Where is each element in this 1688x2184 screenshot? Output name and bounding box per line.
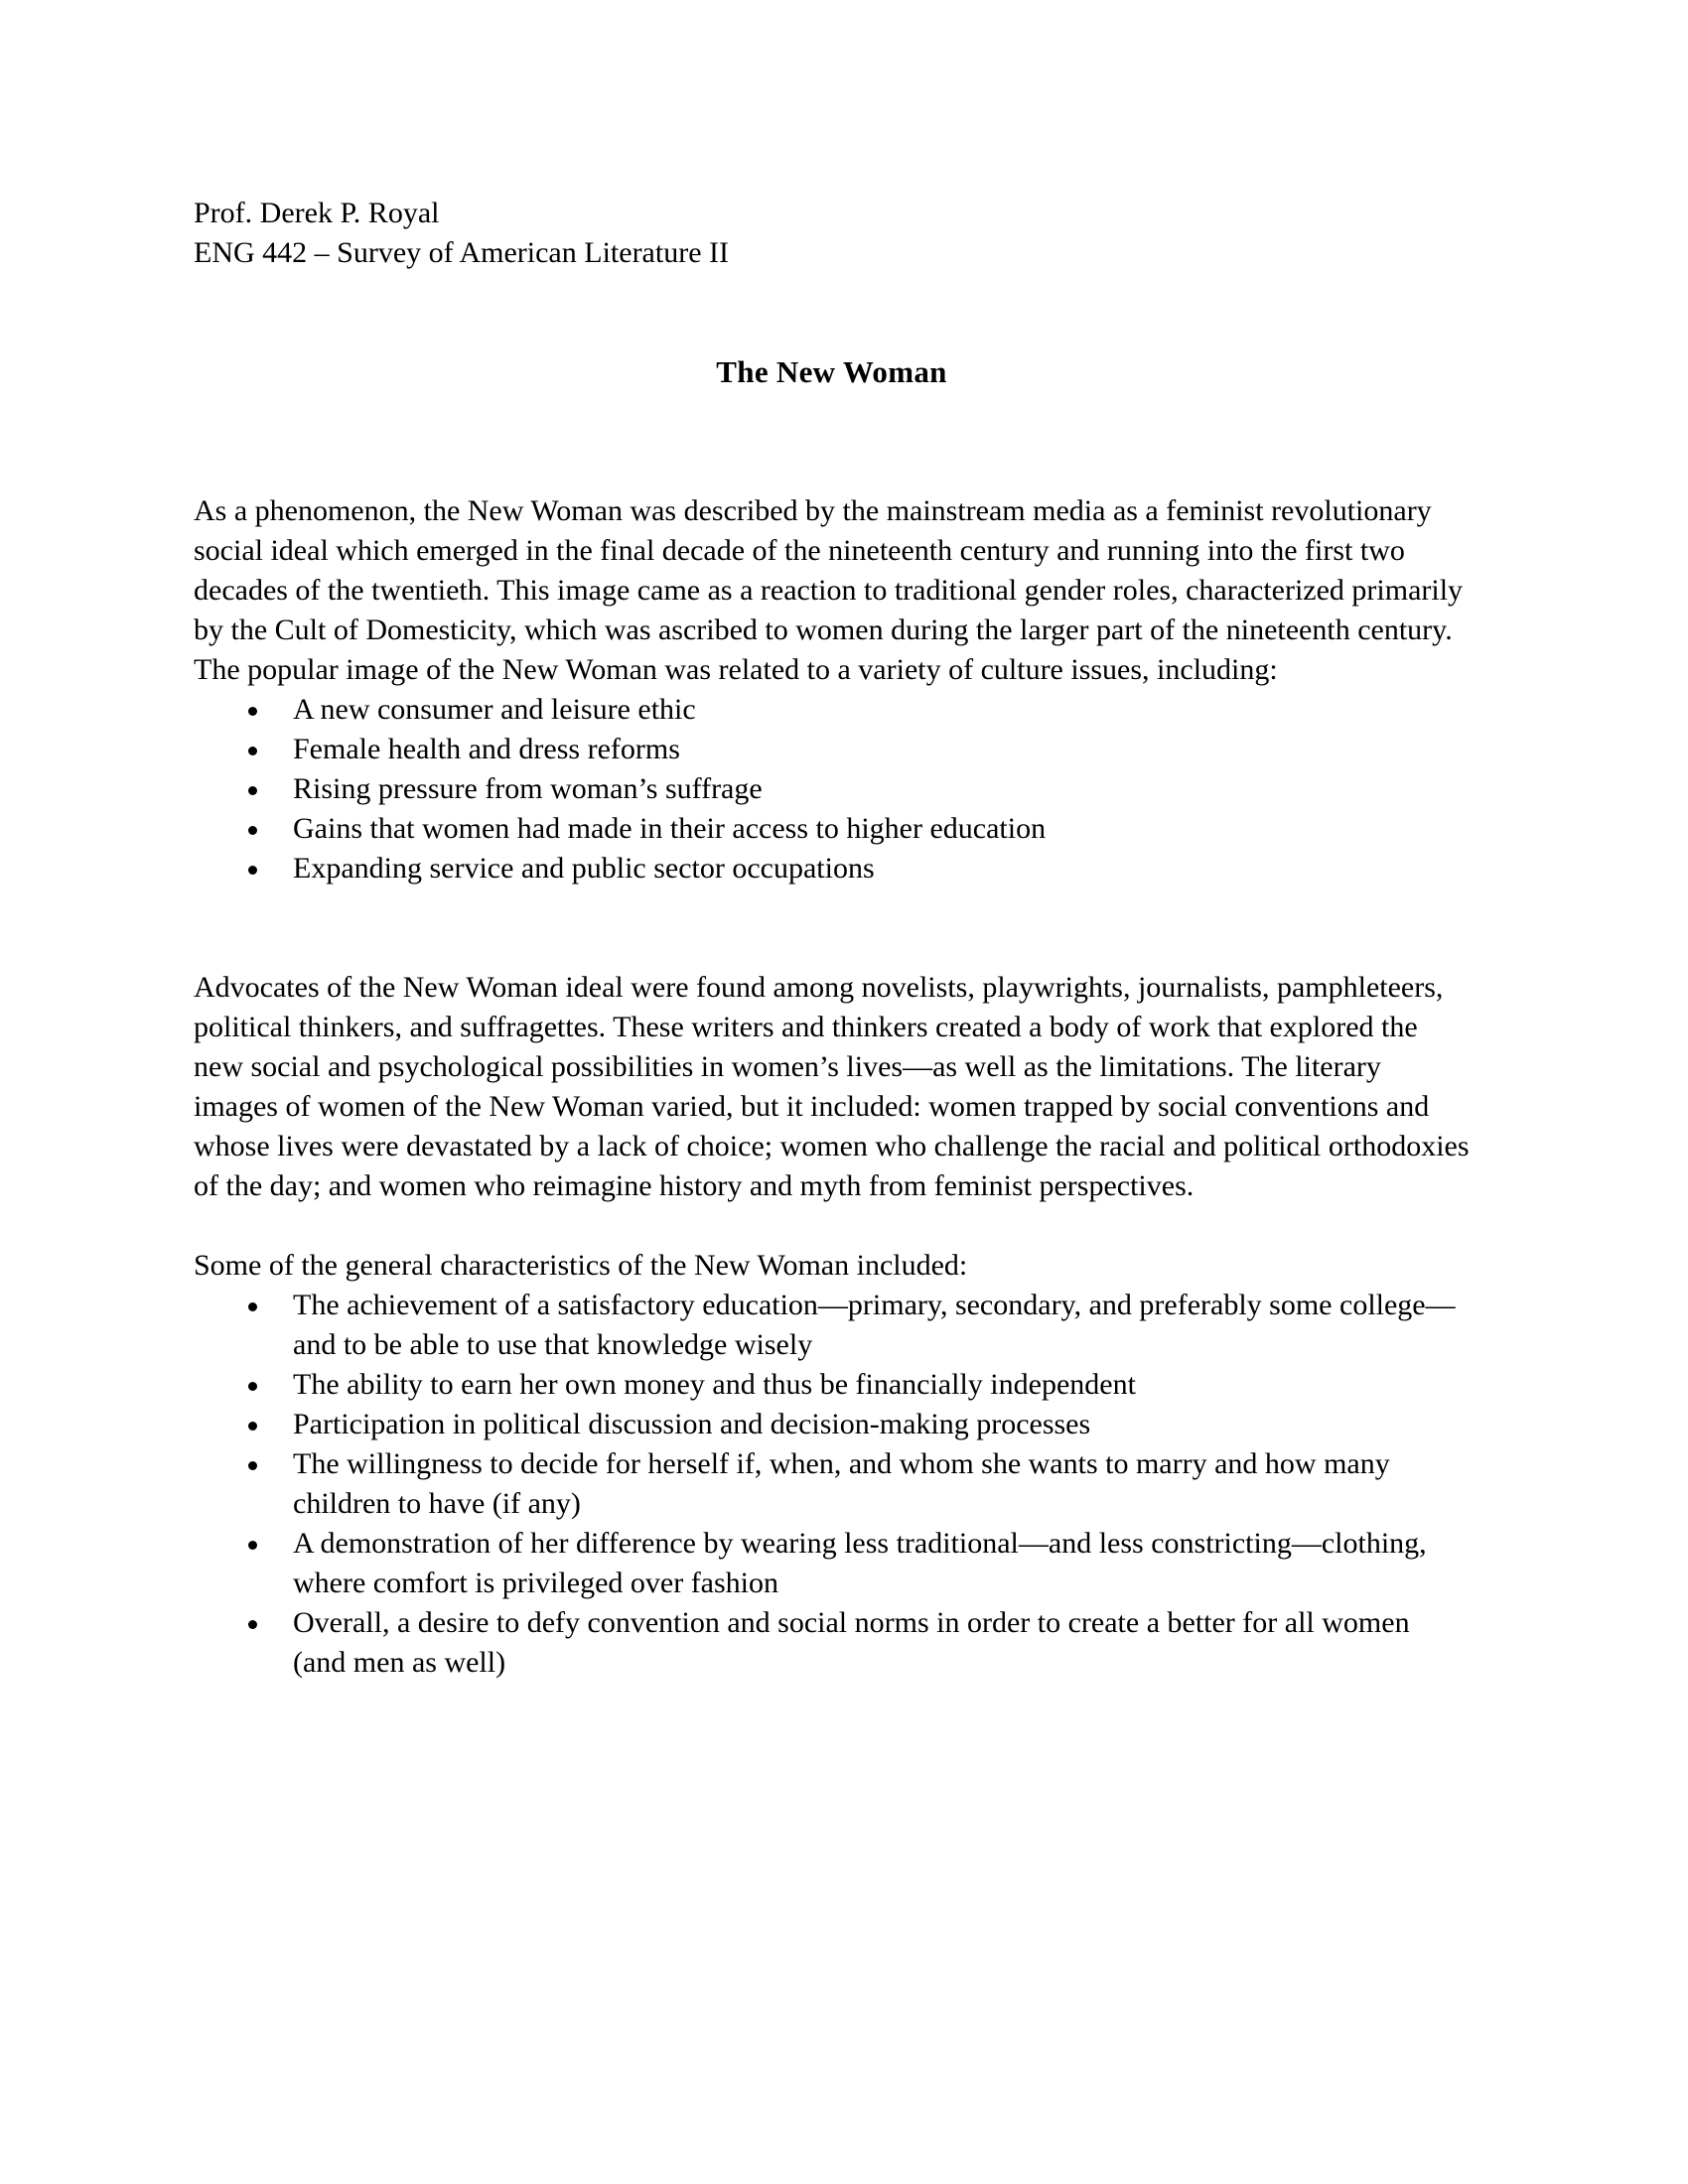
list-item — [194, 1444, 1470, 1524]
paragraph-intro: As a phenomenon, the New Woman was described by the mainstream media as a feminist revolutionary social ideal which emerged in the final decade of the nineteenth century and running into the first two decades of the twentieth. This image came as a reaction to traditional gender roles, characterized primarily by the Cult of Domesticity, which was ascribed to women during the larger part of the nineteenth century. The popular image of the New Woman was related to a variety of culture issues, including: — [194, 494, 1464, 686]
list-item-label: Gains that women had made in their access to higher education — [293, 812, 1047, 845]
list-item — [194, 1365, 1470, 1405]
list-item — [194, 1286, 1470, 1365]
culture-issues-list — [194, 690, 1470, 888]
instructor-name: Prof. Derek P. Royal — [194, 197, 440, 229]
list-item — [194, 690, 1470, 730]
list-item-label: Participation in political discussion and decision-making processes — [293, 1408, 1091, 1440]
section-spacer — [194, 888, 1470, 968]
list-item — [194, 809, 1470, 849]
list-item — [194, 1603, 1470, 1683]
section-spacer — [194, 1206, 1470, 1246]
list-item-label: A demonstration of her difference by wearing less traditional—and less constricting—clothing, where comfort is privileged over fashion — [293, 1527, 1427, 1599]
title-spacer — [194, 392, 1470, 491]
list-item-label: Expanding service and public sector occupations — [293, 852, 875, 885]
course-name: ENG 442 – Survey of American Literature II — [194, 236, 729, 269]
list-item-label: A new consumer and leisure ethic — [293, 693, 696, 726]
list-item — [194, 1524, 1470, 1603]
list-item-label: The willingness to decide for herself if, when, and whom she wants to marry and how many children to have (if any) — [293, 1447, 1390, 1520]
characteristics-list — [194, 1286, 1470, 1683]
list-item-label: The achievement of a satisfactory education—primary, secondary, and preferably some college—and to be able to use that knowledge wisely — [293, 1289, 1456, 1361]
list-item-label: The ability to earn her own money and thus be financially independent — [293, 1368, 1136, 1401]
list-item-label: Rising pressure from woman’s suffrage — [293, 772, 763, 805]
list-item — [194, 769, 1470, 809]
list-item-label: Female health and dress reforms — [293, 733, 680, 765]
list-item-label: Overall, a desire to defy convention and social norms in order to create a better for all women (and men as well) — [293, 1606, 1410, 1679]
document-header — [194, 194, 1470, 273]
paragraph-advocates: Advocates of the New Woman ideal were found among novelists, playwrights, journalists, pamphleteers, political thinkers, and suffragettes. These writers and thinkers created a body of work that explored the new social and psychological possibilities in women’s lives—as well as the limitations. The literary images of women of the New Woman varied, but it included: women trapped by social conventions and whose lives were devastated by a lack of choice; women who challenge the racial and political orthodoxies of the day; and women who reimagine history and myth from feminist perspectives. — [194, 971, 1470, 1202]
page-title: The New Woman — [716, 354, 947, 389]
document-body — [194, 194, 1470, 1683]
list-item — [194, 849, 1470, 888]
paragraph-characteristics-lead: Some of the general characteristics of the New Woman included: — [194, 1249, 968, 1282]
list-item — [194, 1405, 1470, 1444]
list-item — [194, 730, 1470, 769]
